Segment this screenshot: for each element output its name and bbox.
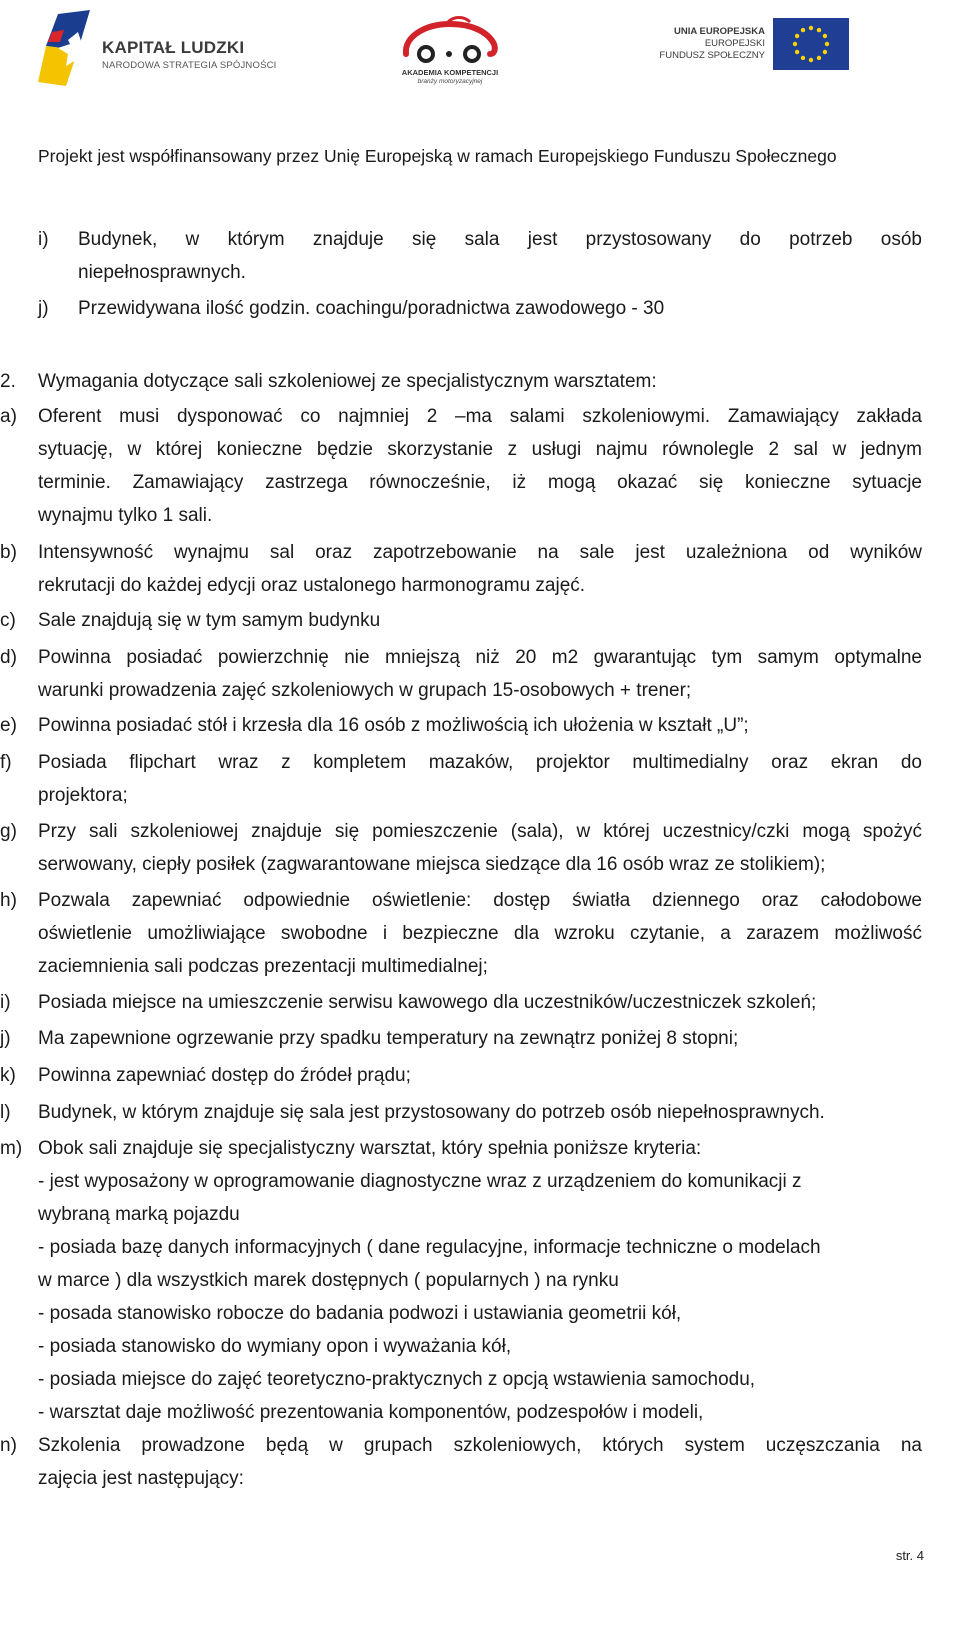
- text-line: - posiada miejsce do zajęć teoretyczno-praktycznych z opcją wstawienia samochodu,: [38, 1369, 756, 1390]
- text-line: Powinna zapewniać dostęp do źródeł prądu;: [38, 1065, 411, 1086]
- text-line: zajęcia jest następujący:: [38, 1468, 244, 1489]
- list-marker: c): [0, 610, 16, 631]
- text-line: Posiada miejsce na umieszczenie serwisu kawowego dla uczestników/uczestniczek szkoleń;: [38, 992, 817, 1013]
- text-line: Posiada flipchart wraz z kompletem mazaków, projektor multimedialny oraz ekran do: [38, 752, 922, 773]
- ue-line2: EUROPEJSKI: [704, 38, 765, 49]
- list-marker: h): [0, 890, 17, 911]
- text-line: Oferent musi dysponować co najmniej 2 –ma salami szkoleniowymi. Zamawiający zakłada: [38, 406, 922, 427]
- list-marker: d): [0, 647, 17, 668]
- kapital-ludzki-emblem-icon: [38, 10, 100, 88]
- list-marker: a): [0, 406, 17, 427]
- cofinancing-statement: Projekt jest współfinansowany przez Unię Europejską w ramach Europejskiego Funduszu Społecznego: [38, 146, 837, 166]
- text-line: niepełnosprawnych.: [78, 262, 246, 283]
- eu-flag-icon: [773, 18, 849, 70]
- kapital-ludzki-subtitle: NARODOWA STRATEGIA SPÓJNOŚCI: [102, 60, 277, 71]
- list-marker: e): [0, 715, 17, 736]
- unia-europejska-logo: [655, 18, 855, 76]
- text-line: - jest wyposażony w oprogramowanie diagnostyczne wraz z urządzeniem do komunikacji z: [38, 1171, 802, 1192]
- list-item: [0, 746, 922, 812]
- list-marker: f): [0, 752, 12, 773]
- akademia-title: AKADEMIA KOMPETENCJI: [401, 68, 499, 77]
- text-line: Obok sali znajduje się specjalistyczny warsztat, który spełnia poniższe kryteria:: [38, 1138, 702, 1159]
- text-line: Pozwala zapewniać odpowiednie oświetlenie: dostęp światła dziennego oraz całodobowe: [38, 890, 922, 911]
- text-line: warunki prowadzenia zajęć szkoleniowych w grupach 15-osobowych + trener;: [38, 680, 692, 701]
- text-line: terminie. Zamawiający zastrzega równocześnie, iż mogą okazać się konieczne sytuacje: [38, 472, 922, 493]
- text-line: Szkolenia prowadzone będą w grupach szkoleniowych, których system uczęszczania na: [38, 1435, 922, 1456]
- text-line: wybraną marką pojazdu: [38, 1204, 240, 1225]
- list-item-text: [38, 641, 922, 707]
- text-line: w marce ) dla wszystkich marek dostępnych ( popularnych ) na rynku: [38, 1270, 619, 1291]
- list-item-text: [78, 223, 922, 289]
- list-item-text: [38, 1429, 922, 1495]
- text-line: - posada stanowisko robocze do badania podwozi i ustawiania geometrii kół,: [38, 1303, 682, 1324]
- list-item-text: [38, 1132, 922, 1429]
- text-line: Ma zapewnione ogrzewanie przy spadku temperatury na zewnątrz poniżej 8 stopni;: [38, 1028, 739, 1049]
- list-item: [0, 1429, 922, 1495]
- list-marker: i): [0, 992, 11, 1013]
- text-line: serwowany, ciepły posiłek (zagwarantowane miejsca siedzące dla 16 osób wraz ze stolikiem);: [38, 854, 826, 875]
- section-number: 2.: [0, 371, 16, 392]
- text-line: sytuację, w której konieczne będzie skorzystanie z usługi najmu równolegle 2 sal w jednym: [38, 439, 922, 460]
- list-item: [0, 1059, 922, 1092]
- text-line: zaciemnienia sali podczas prezentacji multimedialnej;: [38, 956, 488, 977]
- list-item: [0, 1022, 922, 1055]
- list-item-text: [38, 536, 922, 602]
- list-item-text: [38, 400, 922, 532]
- text-line: Powinna posiadać powierzchnię nie mniejszą niż 20 m2 gwarantując tym samym optymalne: [38, 647, 922, 668]
- akademia-kompetencji-logo: [392, 14, 508, 94]
- list-item-text: [38, 1096, 922, 1129]
- list-marker: l): [0, 1102, 11, 1123]
- list-item: [38, 223, 922, 289]
- text-line: projektora;: [38, 785, 128, 806]
- text-line: - warsztat daje możliwość prezentowania komponentów, podzespołów i modeli,: [38, 1402, 704, 1423]
- text-line: Budynek, w którym znajduje się sala jest przystosowany do potrzeb osób: [78, 229, 922, 250]
- list-item: [0, 1096, 922, 1129]
- text-line: Budynek, w którym znajduje się sala jest przystosowany do potrzeb osób niepełnosprawnych.: [38, 1102, 825, 1123]
- list-marker: k): [0, 1065, 16, 1086]
- list-item-text: [78, 292, 922, 325]
- ue-line1: UNIA EUROPEJSKA: [674, 26, 765, 37]
- list-item: [0, 815, 922, 881]
- list-item: [0, 604, 922, 637]
- text-line: rekrutacji do każdej edycji oraz ustalonego harmonogramu zajęć.: [38, 575, 586, 596]
- header-logos: [0, 0, 960, 110]
- list-marker: i): [38, 229, 49, 250]
- text-line: oświetlenie umożliwiające swobodne i bezpieczne dla wzroku czytanie, a zarazem możliwość: [38, 923, 922, 944]
- list-item-text: [38, 1059, 922, 1092]
- text-line: Powinna posiadać stół i krzesła dla 16 osób z możliwością ich ułożenia w kształt „U”;: [38, 715, 749, 736]
- akademia-subtitle: branży motoryzacyjnej: [417, 78, 483, 85]
- list-item-text: [38, 709, 922, 742]
- list-item: [0, 709, 922, 742]
- list-item: [38, 292, 922, 325]
- list-marker: n): [0, 1435, 17, 1456]
- kapital-ludzki-logo: [38, 10, 288, 90]
- list-item: [0, 641, 922, 707]
- list-item: [0, 400, 922, 532]
- section-title: Wymagania dotyczące sali szkoleniowej ze specjalistycznym warsztatem:: [38, 371, 657, 392]
- text-line: wynajmu tylko 1 sali.: [38, 505, 213, 526]
- list-item-text: [38, 815, 922, 881]
- list-item-text: [38, 1022, 922, 1055]
- page-number: str. 4: [895, 1548, 924, 1563]
- list-item: [0, 536, 922, 602]
- list-item-text: [38, 604, 922, 637]
- ue-line3: FUNDUSZ SPOŁECZNY: [659, 50, 765, 61]
- ue-text: [655, 26, 765, 62]
- text-line: - posiada bazę danych informacyjnych ( dane regulacyjne, informacje techniczne o modelach: [38, 1237, 821, 1258]
- car-emblem-icon: [392, 14, 508, 68]
- text-line: - posiada stanowisko do wymiany opon i wyważania kół,: [38, 1336, 512, 1357]
- text-line: Sale znajdują się w tym samym budynku: [38, 610, 381, 631]
- list-item-text: [38, 986, 922, 1019]
- list-marker: b): [0, 542, 17, 563]
- list-item: [0, 986, 922, 1019]
- list-marker: j): [38, 298, 49, 319]
- section-heading: [0, 365, 922, 398]
- list-marker: j): [0, 1028, 11, 1049]
- list-item-text: [38, 884, 922, 983]
- text-line: Intensywność wynajmu sal oraz zapotrzebowanie na sale jest uzależniona od wyników: [38, 542, 922, 563]
- text-line: Przy sali szkoleniowej znajduje się pomieszczenie (sala), w której uczestnicy/czki mogą spożyć: [38, 821, 922, 842]
- list-marker: g): [0, 821, 17, 842]
- list-marker: m): [0, 1138, 23, 1159]
- text-line: Przewidywana ilość godzin. coachingu/poradnictwa zawodowego - 30: [78, 298, 665, 319]
- list-item: [0, 884, 922, 983]
- kapital-ludzki-title: KAPITAŁ LUDZKI: [102, 38, 245, 57]
- list-item-text: [38, 746, 922, 812]
- list-item: [0, 1132, 922, 1429]
